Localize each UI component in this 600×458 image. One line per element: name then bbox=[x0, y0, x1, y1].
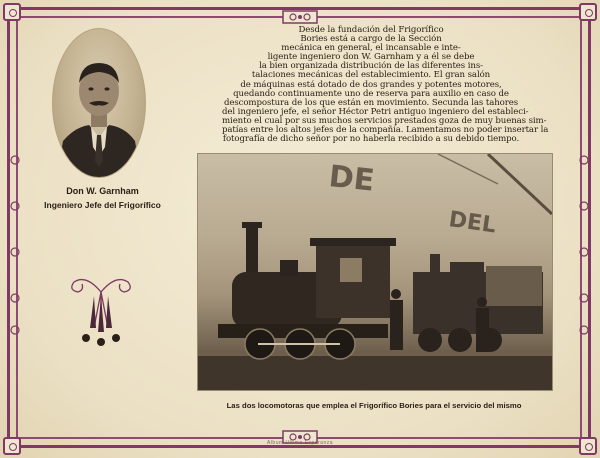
text-line: miento el cual por sus muchos servicios prestados goza de muy buenas sim- bbox=[222, 115, 547, 126]
photo-caption: Las dos locomotoras que emplea el Frigorífico Bories para el servicio del mismo bbox=[226, 401, 522, 410]
text-line: de máquinas está dotado de dos grandes y potentes motores, bbox=[240, 79, 502, 90]
text-line: ligente ingeniero don W. Garnham y a él se debe bbox=[267, 52, 475, 63]
text-line: talaciones mecánicas del establecimiento. El gran salón bbox=[251, 70, 491, 81]
text-line: fotografía de dicho señor por no haberla recibido a su debido tiempo. bbox=[222, 134, 520, 145]
text-line: descompostura de los que están en movimiento. Secunda las tahores bbox=[223, 97, 519, 108]
portrait-title-caption: Ingeniero Jefe del Frigorífico bbox=[44, 200, 161, 210]
corner-knot-icon bbox=[3, 437, 21, 455]
text-line: patías entre los altos jefes de la compañía. Lamentamos no poder insertar la bbox=[222, 125, 549, 136]
article-body-text bbox=[222, 25, 549, 145]
left-side-ornament-icon bbox=[8, 150, 22, 340]
text-line: Desde la fundación del Frigorífico bbox=[298, 25, 444, 35]
top-ornament-icon bbox=[282, 10, 318, 24]
portrait-photo bbox=[52, 28, 146, 178]
floral-flourish-icon bbox=[66, 270, 136, 350]
corner-knot-icon bbox=[579, 3, 597, 21]
text-line: la bien organizada distribución de las diferentes ins- bbox=[259, 61, 483, 72]
text-line: Bories está a cargo de la Sección bbox=[300, 34, 442, 45]
locomotives-photo bbox=[197, 153, 553, 391]
footer-credit: Album Ultima Esperanza bbox=[266, 440, 334, 446]
right-side-ornament-icon bbox=[577, 150, 591, 340]
text-line: del ingeniero jefe, el señor Héctor Petri antiguo ingeniero del estableci- bbox=[222, 106, 529, 117]
svg-text:DE: DE bbox=[327, 159, 376, 199]
corner-knot-icon bbox=[3, 3, 21, 21]
svg-text:DEL: DEL bbox=[447, 207, 498, 239]
text-line: mecánica en general, el incansable e inte- bbox=[281, 43, 461, 54]
corner-knot-icon bbox=[579, 437, 597, 455]
text-line: quedando continuamente uno de reserva para auxilio en caso de bbox=[233, 88, 509, 99]
portrait-name-caption: Don W. Garnham bbox=[66, 186, 139, 196]
